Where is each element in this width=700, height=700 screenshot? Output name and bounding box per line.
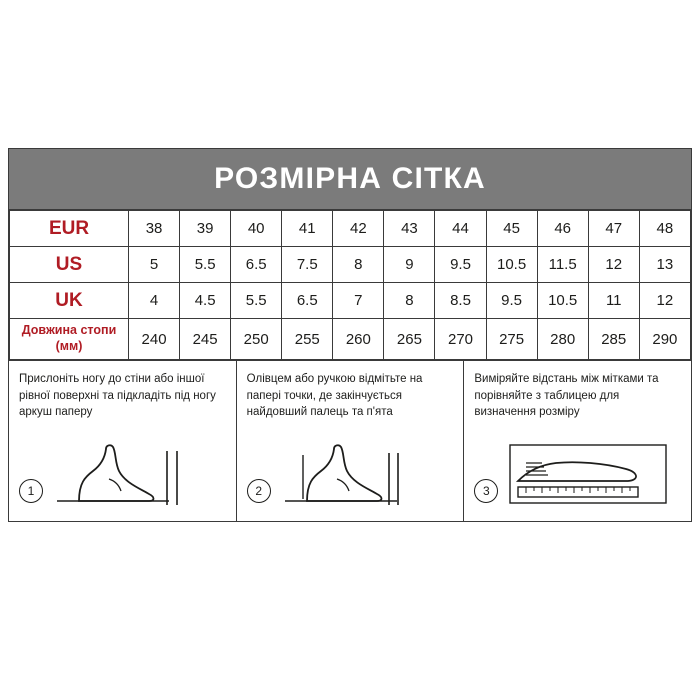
cell-us-4: 8	[333, 247, 384, 283]
instruction-step-2	[236, 361, 464, 521]
cell-us-9: 12	[588, 247, 639, 283]
foot-marks-icon	[277, 439, 427, 509]
cell-uk-7: 9.5	[486, 283, 537, 319]
table-row	[10, 211, 691, 247]
cell-us-1: 5.5	[180, 247, 231, 283]
cell-len-6: 270	[435, 319, 486, 360]
foot-wall-icon	[49, 439, 199, 509]
size-chart	[8, 148, 692, 522]
cell-eur-8: 46	[537, 211, 588, 247]
row-label-uk: UK	[10, 283, 129, 319]
instruction-text-3: Виміряйте відстань між мітками та порівняйте з таблицею для визначення розміру	[474, 373, 659, 419]
cell-us-3: 7.5	[282, 247, 333, 283]
cell-eur-3: 41	[282, 211, 333, 247]
step-number-3: 3	[474, 479, 498, 503]
instruction-text-2: Олівцем або ручкою відмітьте на папері точки, де закінчується найдовший палець та п'ята	[246, 373, 423, 419]
cell-eur-6: 44	[435, 211, 486, 247]
cell-len-9: 285	[588, 319, 639, 360]
cell-eur-10: 48	[639, 211, 690, 247]
cell-us-10: 13	[639, 247, 690, 283]
chart-header	[9, 149, 691, 210]
cell-len-8: 280	[537, 319, 588, 360]
cell-eur-7: 45	[486, 211, 537, 247]
cell-us-0: 5	[129, 247, 180, 283]
cell-uk-0: 4	[129, 283, 180, 319]
instruction-figure-1	[19, 439, 226, 509]
instruction-figure-3	[474, 439, 681, 509]
cell-us-8: 11.5	[537, 247, 588, 283]
cell-len-5: 265	[384, 319, 435, 360]
step-number-2: 2	[247, 479, 271, 503]
cell-uk-2: 5.5	[231, 283, 282, 319]
cell-eur-4: 42	[333, 211, 384, 247]
cell-eur-1: 39	[180, 211, 231, 247]
row-label-eur: EUR	[10, 211, 129, 247]
cell-len-4: 260	[333, 319, 384, 360]
cell-uk-5: 8	[384, 283, 435, 319]
cell-len-2: 250	[231, 319, 282, 360]
table-row	[10, 247, 691, 283]
cell-len-10: 290	[639, 319, 690, 360]
cell-us-2: 6.5	[231, 247, 282, 283]
cell-us-7: 10.5	[486, 247, 537, 283]
instruction-step-1	[9, 361, 236, 521]
cell-uk-6: 8.5	[435, 283, 486, 319]
table-row	[10, 283, 691, 319]
cell-uk-3: 6.5	[282, 283, 333, 319]
cell-eur-9: 47	[588, 211, 639, 247]
cell-eur-5: 43	[384, 211, 435, 247]
row-label-us: US	[10, 247, 129, 283]
step-number-1: 1	[19, 479, 43, 503]
cell-eur-2: 40	[231, 211, 282, 247]
foot-ruler-icon	[504, 439, 674, 509]
cell-uk-10: 12	[639, 283, 690, 319]
cell-len-7: 275	[486, 319, 537, 360]
row-label-foot-length: Довжина стопи (мм)	[10, 319, 129, 360]
cell-uk-1: 4.5	[180, 283, 231, 319]
cell-eur-0: 38	[129, 211, 180, 247]
instruction-text-1: Прислоніть ногу до стіни або іншої рівної поверхні та підкладіть під ногу аркуш паперу	[19, 373, 216, 419]
cell-us-5: 9	[384, 247, 435, 283]
cell-uk-8: 10.5	[537, 283, 588, 319]
page-title: РОЗМІРНА СІТКА	[214, 162, 486, 195]
cell-us-6: 9.5	[435, 247, 486, 283]
cell-len-3: 255	[282, 319, 333, 360]
instructions-section	[9, 360, 691, 521]
cell-len-0: 240	[129, 319, 180, 360]
cell-len-1: 245	[180, 319, 231, 360]
cell-uk-4: 7	[333, 283, 384, 319]
cell-uk-9: 11	[588, 283, 639, 319]
instruction-figure-2	[247, 439, 454, 509]
size-table	[9, 210, 691, 360]
instruction-step-3	[463, 361, 691, 521]
table-row	[10, 319, 691, 360]
